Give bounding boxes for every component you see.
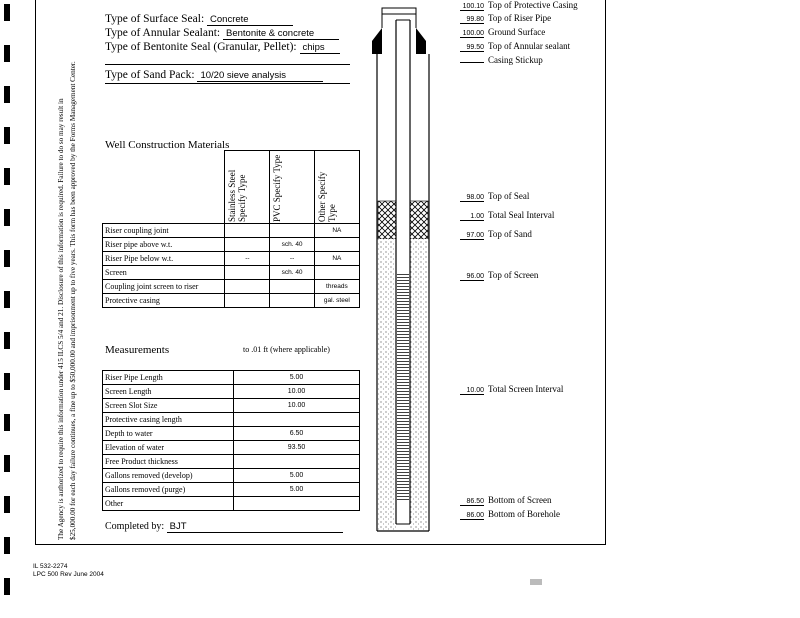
table-row: Screen Length 10.00 (103, 385, 360, 399)
table-row: Screen sch. 40 (103, 266, 360, 280)
binder-hole (4, 127, 10, 144)
binder-hole (4, 414, 10, 431)
separator-line (105, 64, 350, 65)
table-row: Other (103, 497, 360, 511)
binder-hole (4, 455, 10, 472)
bentonite-seal-field (105, 41, 340, 54)
measurements-precision-note: to .01 ft (where applicable) (243, 345, 330, 354)
table-row: Gallons removed (develop) 5.00 (103, 469, 360, 483)
label-top-of-sand: 97.00 Top of Sand (460, 229, 532, 240)
page-left-border (35, 0, 36, 545)
materials-heading: Well Construction Materials (105, 139, 230, 151)
label-ground-surface: 100.00 Ground Surface (460, 27, 545, 38)
protective-casing-cap (382, 8, 416, 14)
sand-pack (410, 239, 428, 530)
page-right-border (605, 0, 606, 545)
label-casing-stickup: Casing Stickup (460, 55, 543, 65)
label-total-screen-interval: 10.00 Total Screen Interval (460, 384, 563, 395)
binder-hole (4, 209, 10, 226)
label-top-of-seal: 98.00 Top of Seal (460, 191, 529, 202)
label-bottom-of-screen: 86.50 Bottom of Screen (460, 495, 552, 506)
bentonite-seal (378, 201, 396, 239)
form-number: IL 532-2274 (33, 563, 68, 570)
page-stamp (530, 579, 542, 585)
well-screen (397, 272, 409, 502)
label-bottom-of-borehole: 86.00 Bottom of Borehole (460, 509, 560, 520)
col-other: Other Specify Type (316, 171, 337, 222)
annular-sealant-label: Type of Annular Sealant: (105, 27, 221, 39)
page-bottom-border (35, 544, 605, 545)
materials-table (102, 150, 360, 308)
binder-hole (4, 250, 10, 267)
surface-seal-label: Type of Surface Seal: (105, 13, 205, 25)
concrete-pad-left (372, 28, 382, 54)
bentonite-seal-value[interactable]: chips (300, 42, 340, 54)
label-top-protective-casing: 100.10 Top of Protective Casing (460, 0, 578, 11)
table-row: Elevation of water 93.50 (103, 441, 360, 455)
completed-by-field (105, 521, 343, 533)
well-diagram (370, 6, 460, 536)
table-row: Free Product thickness (103, 455, 360, 469)
label-top-of-screen: 96.00 Top of Screen (460, 270, 538, 281)
label-top-annular-sealant: 99.50 Top of Annular sealant (460, 41, 570, 52)
table-row: Gallons removed (purge) 5.00 (103, 483, 360, 497)
table-row: Depth to water 6.50 (103, 427, 360, 441)
binder-hole (4, 537, 10, 554)
col-pvc: PVC Specify Type (272, 154, 283, 222)
binder-hole (4, 86, 10, 103)
col-stainless-steel: Stainless Steel Specify Type (227, 169, 248, 222)
table-row: Riser pipe above w.t. sch. 40 (103, 238, 360, 252)
sand-pack-value[interactable]: 10/20 sieve analysis (197, 70, 323, 82)
measurements-heading: Measurements (105, 344, 170, 356)
table-row: Coupling joint screen to riser threads (103, 280, 360, 294)
sand-pack (378, 239, 396, 530)
legal-note-line-1: The Agency is authorized to require this information under 415 ILCS 5/4 and 21. Disclosure of this information is required. Failure to do so may result in (57, 98, 65, 540)
binder-hole (4, 578, 10, 595)
annular-sealant-value[interactable]: Bentonite & concrete (223, 28, 339, 40)
sand-pack-field (105, 69, 323, 82)
annular-sealant-field (105, 27, 339, 40)
surface-seal-field (105, 13, 293, 26)
surface-seal-value[interactable]: Concrete (207, 14, 293, 26)
bentonite-seal (410, 201, 428, 239)
binder-hole (4, 45, 10, 62)
binder-hole (4, 4, 10, 21)
concrete-pad-right (416, 28, 426, 54)
table-row: Riser Pipe below w.t. -- -- NA (103, 252, 360, 266)
form-revision: LPC 500 Rev June 2004 (33, 571, 104, 578)
binder-hole (4, 332, 10, 349)
table-row: Protective casing length (103, 413, 360, 427)
bentonite-seal-label: Type of Bentonite Seal (Granular, Pellet): (105, 41, 297, 53)
binder-hole (4, 291, 10, 308)
binder-hole (4, 496, 10, 513)
table-row: Screen Slot Size 10.00 (103, 399, 360, 413)
binder-hole (4, 373, 10, 390)
measurements-table (102, 370, 360, 511)
legal-note-line-2: $25,000.00 for each day failure continues, a fine up to $50,000.00 and imprisonment up to five years. This form has been approved by the Forms Management Center. (69, 61, 77, 540)
label-total-seal-interval: 1.00 Total Seal Interval (460, 210, 554, 221)
completed-by-value[interactable]: BJT (167, 521, 343, 533)
completed-by-label: Completed by: (105, 521, 165, 532)
sand-pack-label: Type of Sand Pack: (105, 69, 195, 81)
table-row: Riser coupling joint NA (103, 224, 360, 238)
legal-disclosure-note (55, 0, 85, 540)
label-top-riser-pipe: 99.80 Top of Riser Pipe (460, 13, 551, 24)
separator-line (105, 83, 350, 84)
table-row: Protective casing gal. steel (103, 294, 360, 308)
binder-hole (4, 168, 10, 185)
table-row: Riser Pipe Length 5.00 (103, 371, 360, 385)
